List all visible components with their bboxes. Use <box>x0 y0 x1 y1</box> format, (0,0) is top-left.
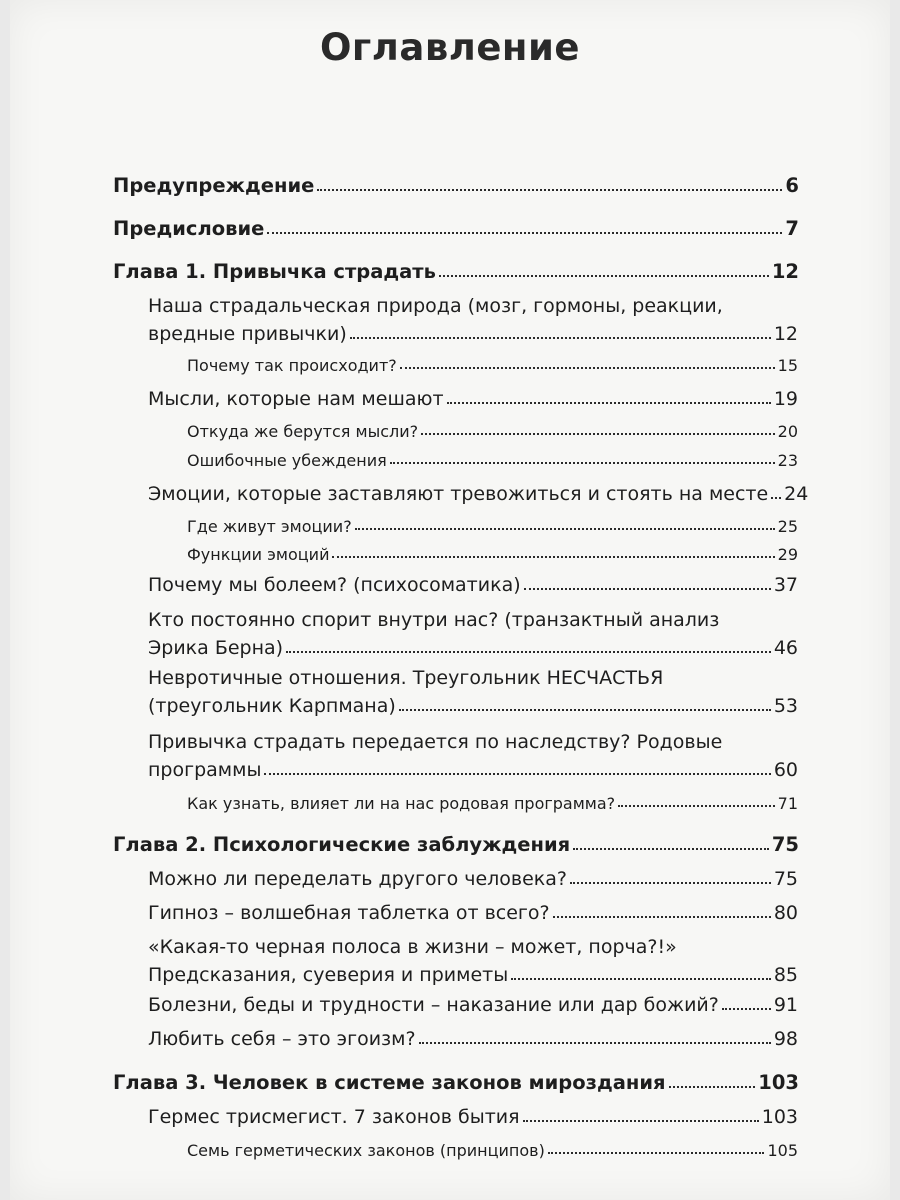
entry-title: Почему мы болеем? (психосоматика) <box>148 574 521 596</box>
toc-entry <box>148 1106 798 1128</box>
dot-leader <box>618 805 774 807</box>
entry-page: 20 <box>777 422 798 441</box>
dot-leader <box>548 1152 765 1154</box>
dot-leader <box>523 1120 759 1122</box>
entry-title: Предисловие <box>113 217 265 240</box>
entry-page: 46 <box>773 637 798 659</box>
entry-page: 53 <box>773 695 798 717</box>
dot-leader <box>421 433 775 435</box>
entry-title: Функции эмоций <box>187 545 330 564</box>
entry-title: Можно ли переделать другого человека? <box>148 868 568 890</box>
entry-page: 6 <box>785 174 799 197</box>
entry-title-line1: «Какая-то черная полоса в жизни – может, порча?!» <box>148 936 677 958</box>
toc-entry <box>187 517 798 536</box>
dot-leader <box>390 462 775 464</box>
dot-leader <box>511 978 771 980</box>
entry-title: Болезни, беды и трудности – наказание или дар божий? <box>148 994 719 1016</box>
entry-page: 24 <box>784 483 809 505</box>
toc-entry <box>187 545 798 564</box>
dot-leader <box>332 556 774 558</box>
entry-page: 12 <box>771 260 799 283</box>
entry-title: вредные привычки) <box>148 323 347 345</box>
entry-title: Эмоции, которые заставляют тревожиться и стоять на месте <box>148 483 769 505</box>
dot-leader <box>439 275 769 277</box>
entry-page: 85 <box>773 964 798 986</box>
toc-entry <box>148 731 798 781</box>
dot-leader <box>317 189 782 191</box>
entry-title-line1: Привычка страдать передается по наследству? Родовые <box>148 731 723 753</box>
page-title: Оглавление <box>319 26 581 69</box>
entry-title: Как узнать, влияет ли на нас родовая программа? <box>187 794 616 813</box>
entry-title: Гипноз – волшебная таблетка от всего? <box>148 902 550 924</box>
entry-page: 103 <box>761 1106 798 1128</box>
toc-entry <box>148 868 798 890</box>
entry-page: 7 <box>785 217 799 240</box>
entry-page: 98 <box>773 1028 798 1050</box>
entry-title: Предупреждение <box>113 174 315 197</box>
toc-entry <box>113 217 799 240</box>
entry-title: Глава 2. Психологические заблуждения <box>113 833 571 856</box>
toc-chapter-1 <box>113 260 799 283</box>
entry-page: 23 <box>777 451 798 470</box>
toc-entry <box>148 902 798 924</box>
entry-page: 103 <box>758 1071 799 1094</box>
entry-page: 37 <box>773 574 798 596</box>
toc-entry <box>113 174 799 197</box>
toc-entry <box>148 936 798 986</box>
table-of-contents <box>10 0 890 1200</box>
dot-leader <box>524 588 771 590</box>
toc-entry <box>148 295 798 345</box>
dot-leader <box>399 709 771 711</box>
dot-leader <box>267 232 782 234</box>
entry-title: Гермес трисмегист. 7 законов бытия <box>148 1106 520 1128</box>
toc-entry <box>148 388 798 410</box>
book-page <box>10 0 890 1200</box>
toc-entry <box>148 574 798 596</box>
dot-leader <box>286 651 771 653</box>
dot-leader <box>264 773 770 775</box>
toc-entry <box>148 483 809 505</box>
dot-leader <box>400 367 775 369</box>
entry-title: Почему так происходит? <box>187 356 397 375</box>
dot-leader <box>553 916 771 918</box>
entry-page: 91 <box>773 994 798 1016</box>
entry-page: 75 <box>771 833 799 856</box>
entry-page: 12 <box>773 323 798 345</box>
toc-entry <box>148 1028 798 1050</box>
dot-leader <box>573 848 769 850</box>
dot-leader <box>669 1086 756 1088</box>
entry-page: 15 <box>777 356 798 375</box>
entry-title: Глава 1. Привычка страдать <box>113 260 436 283</box>
entry-title-line1: Невротичные отношения. Треугольник НЕСЧАСТЬЯ <box>148 667 664 689</box>
entry-title: программы <box>148 759 262 781</box>
dot-leader <box>771 497 781 499</box>
toc-chapter-3 <box>113 1071 799 1094</box>
entry-title: Любить себя – это эгоизм? <box>148 1028 416 1050</box>
dot-leader <box>419 1042 771 1044</box>
entry-title: Глава 3. Человек в системе законов мироздания <box>113 1071 666 1094</box>
toc-entry <box>148 994 798 1016</box>
entry-title-line1: Кто постоянно спорит внутри нас? (транзактный анализ <box>148 609 720 631</box>
entry-title: Мысли, которые нам мешают <box>148 388 444 410</box>
entry-title: (треугольник Карпмана) <box>148 695 396 717</box>
entry-title: Откуда же берутся мысли? <box>187 422 419 441</box>
toc-entry <box>148 609 798 659</box>
entry-title: Где живут эмоции? <box>187 517 352 536</box>
dot-leader <box>350 337 771 339</box>
toc-entry <box>187 794 798 813</box>
entry-page: 19 <box>773 388 798 410</box>
entry-page: 29 <box>777 545 798 564</box>
entry-title: Ошибочные убеждения <box>187 451 387 470</box>
toc-entry <box>187 451 798 470</box>
entry-page: 105 <box>767 1141 798 1160</box>
toc-entry <box>187 356 798 375</box>
dot-leader <box>722 1008 771 1010</box>
entry-page: 80 <box>773 902 798 924</box>
entry-title: Предсказания, суеверия и приметы <box>148 964 509 986</box>
entry-page: 71 <box>777 794 798 813</box>
toc-entry <box>148 667 798 717</box>
dot-leader <box>570 882 771 884</box>
entry-page: 60 <box>773 759 798 781</box>
toc-entry <box>187 1141 798 1160</box>
toc-entry <box>187 422 798 441</box>
entry-page: 25 <box>777 517 798 536</box>
dot-leader <box>447 402 771 404</box>
toc-chapter-2 <box>113 833 799 856</box>
dot-leader <box>355 528 775 530</box>
entry-title-line1: Наша страдальческая природа (мозг, гормоны, реакции, <box>148 295 723 317</box>
entry-title: Семь герметических законов (принципов) <box>187 1141 545 1160</box>
entry-page: 75 <box>773 868 798 890</box>
entry-title: Эрика Берна) <box>148 637 284 659</box>
